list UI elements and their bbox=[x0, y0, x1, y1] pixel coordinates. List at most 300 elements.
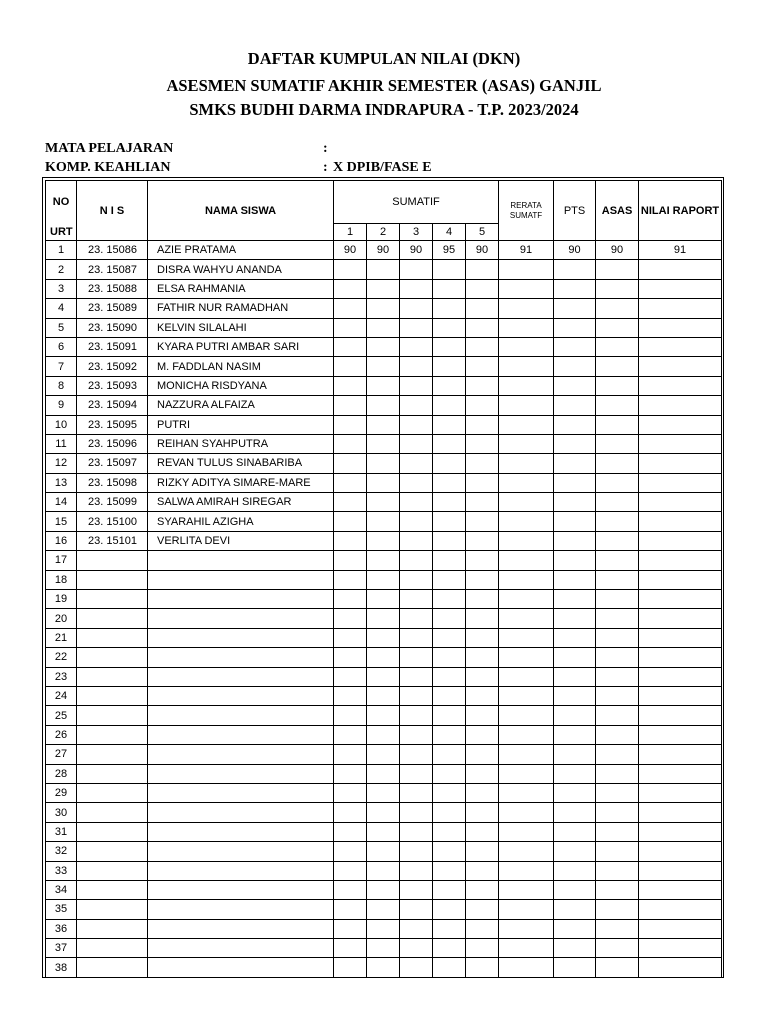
row-pts bbox=[554, 551, 596, 570]
row-nilai-raport bbox=[639, 299, 722, 318]
row-number: 33 bbox=[46, 861, 77, 880]
row-sumatif-4 bbox=[433, 531, 466, 550]
row-nis bbox=[77, 919, 148, 938]
row-sumatif-4 bbox=[433, 415, 466, 434]
row-sumatif-3 bbox=[400, 376, 433, 395]
row-nilai-raport bbox=[639, 493, 722, 512]
row-asas bbox=[596, 570, 639, 589]
row-number: 16 bbox=[46, 531, 77, 550]
row-sumatif-5 bbox=[466, 706, 499, 725]
row-sumatif-5 bbox=[466, 783, 499, 802]
table-row bbox=[46, 861, 722, 880]
row-sumatif-4 bbox=[433, 512, 466, 531]
row-sumatif-4 bbox=[433, 318, 466, 337]
row-sumatif-1 bbox=[334, 357, 367, 376]
row-rerata bbox=[499, 512, 554, 531]
row-pts bbox=[554, 822, 596, 841]
row-sumatif-5 bbox=[466, 880, 499, 899]
row-sumatif-2 bbox=[367, 570, 400, 589]
row-asas bbox=[596, 939, 639, 958]
row-asas bbox=[596, 551, 639, 570]
row-sumatif-3 bbox=[400, 357, 433, 376]
row-sumatif-3 bbox=[400, 454, 433, 473]
row-student-name bbox=[148, 958, 334, 977]
row-nis: 23. 15087 bbox=[77, 260, 148, 279]
row-nis: 23. 15086 bbox=[77, 241, 148, 260]
row-pts bbox=[554, 376, 596, 395]
row-sumatif-3 bbox=[400, 299, 433, 318]
row-sumatif-1 bbox=[334, 415, 367, 434]
row-sumatif-3 bbox=[400, 318, 433, 337]
row-sumatif-2 bbox=[367, 764, 400, 783]
row-nis bbox=[77, 842, 148, 861]
row-sumatif-5 bbox=[466, 725, 499, 744]
row-number: 5 bbox=[46, 318, 77, 337]
row-nilai-raport bbox=[639, 415, 722, 434]
row-pts bbox=[554, 357, 596, 376]
row-pts bbox=[554, 842, 596, 861]
row-asas bbox=[596, 454, 639, 473]
table-row bbox=[46, 880, 722, 899]
row-sumatif-5 bbox=[466, 648, 499, 667]
row-nilai-raport bbox=[639, 376, 722, 395]
header-nis: N I S bbox=[77, 181, 148, 241]
row-sumatif-3 bbox=[400, 919, 433, 938]
row-sumatif-4 bbox=[433, 299, 466, 318]
header-sumatif-4: 4 bbox=[433, 224, 466, 241]
row-sumatif-3 bbox=[400, 512, 433, 531]
row-student-name: KYARA PUTRI AMBAR SARI bbox=[148, 337, 334, 356]
row-asas bbox=[596, 783, 639, 802]
row-asas bbox=[596, 861, 639, 880]
row-student-name bbox=[148, 667, 334, 686]
table-body bbox=[46, 241, 722, 978]
row-nilai-raport bbox=[639, 725, 722, 744]
row-sumatif-1 bbox=[334, 958, 367, 977]
row-pts bbox=[554, 919, 596, 938]
row-sumatif-1 bbox=[334, 745, 367, 764]
row-nis: 23. 15101 bbox=[77, 531, 148, 550]
row-sumatif-1 bbox=[334, 590, 367, 609]
row-sumatif-1 bbox=[334, 842, 367, 861]
row-sumatif-2 bbox=[367, 376, 400, 395]
row-rerata bbox=[499, 939, 554, 958]
row-student-name bbox=[148, 861, 334, 880]
row-rerata bbox=[499, 260, 554, 279]
header-sumatif-5: 5 bbox=[466, 224, 499, 241]
row-student-name bbox=[148, 706, 334, 725]
row-rerata bbox=[499, 667, 554, 686]
row-sumatif-1 bbox=[334, 725, 367, 744]
table-row bbox=[46, 260, 722, 279]
row-sumatif-2 bbox=[367, 745, 400, 764]
row-asas bbox=[596, 260, 639, 279]
row-nis bbox=[77, 628, 148, 647]
row-number: 18 bbox=[46, 570, 77, 589]
row-number: 10 bbox=[46, 415, 77, 434]
document-subtitle: ASESMEN SUMATIF AKHIR SEMESTER (ASAS) GANJIL bbox=[166, 76, 602, 95]
row-sumatif-5 bbox=[466, 667, 499, 686]
row-asas bbox=[596, 919, 639, 938]
row-student-name: SYARAHIL AZIGHA bbox=[148, 512, 334, 531]
row-nilai-raport bbox=[639, 919, 722, 938]
row-student-name bbox=[148, 648, 334, 667]
row-asas bbox=[596, 512, 639, 531]
row-nis bbox=[77, 861, 148, 880]
row-sumatif-4 bbox=[433, 337, 466, 356]
row-nilai-raport: 91 bbox=[639, 241, 722, 260]
row-sumatif-3 bbox=[400, 570, 433, 589]
row-pts bbox=[554, 861, 596, 880]
row-pts bbox=[554, 900, 596, 919]
row-sumatif-2 bbox=[367, 512, 400, 531]
row-number: 21 bbox=[46, 628, 77, 647]
row-asas bbox=[596, 667, 639, 686]
row-sumatif-5 bbox=[466, 686, 499, 705]
row-student-name: REVAN TULUS SINABARIBA bbox=[148, 454, 334, 473]
row-sumatif-2 bbox=[367, 900, 400, 919]
row-number: 37 bbox=[46, 939, 77, 958]
row-pts bbox=[554, 512, 596, 531]
row-student-name: REIHAN SYAHPUTRA bbox=[148, 434, 334, 453]
row-number: 25 bbox=[46, 706, 77, 725]
row-nilai-raport bbox=[639, 648, 722, 667]
row-sumatif-4 bbox=[433, 493, 466, 512]
row-pts bbox=[554, 958, 596, 977]
row-nilai-raport bbox=[639, 531, 722, 550]
row-sumatif-4 bbox=[433, 357, 466, 376]
row-number: 13 bbox=[46, 473, 77, 492]
row-nilai-raport bbox=[639, 551, 722, 570]
row-sumatif-4 bbox=[433, 667, 466, 686]
row-student-name bbox=[148, 686, 334, 705]
row-sumatif-2 bbox=[367, 337, 400, 356]
row-asas bbox=[596, 822, 639, 841]
row-sumatif-4 bbox=[433, 434, 466, 453]
row-asas bbox=[596, 842, 639, 861]
row-rerata bbox=[499, 919, 554, 938]
row-asas bbox=[596, 706, 639, 725]
row-sumatif-4 bbox=[433, 919, 466, 938]
row-sumatif-5 bbox=[466, 822, 499, 841]
row-asas bbox=[596, 318, 639, 337]
row-student-name bbox=[148, 609, 334, 628]
row-number: 22 bbox=[46, 648, 77, 667]
row-number: 23 bbox=[46, 667, 77, 686]
row-asas bbox=[596, 473, 639, 492]
row-pts bbox=[554, 648, 596, 667]
row-nilai-raport bbox=[639, 473, 722, 492]
row-nis: 23. 15091 bbox=[77, 337, 148, 356]
row-nis bbox=[77, 590, 148, 609]
row-asas bbox=[596, 686, 639, 705]
row-nis bbox=[77, 803, 148, 822]
header-sumatif: SUMATIF bbox=[334, 181, 499, 224]
row-sumatif-4 bbox=[433, 551, 466, 570]
row-rerata bbox=[499, 337, 554, 356]
row-student-name: FATHIR NUR RAMADHAN bbox=[148, 299, 334, 318]
row-nis bbox=[77, 570, 148, 589]
row-sumatif-1 bbox=[334, 570, 367, 589]
row-sumatif-1 bbox=[334, 900, 367, 919]
row-nilai-raport bbox=[639, 764, 722, 783]
row-sumatif-3 bbox=[400, 434, 433, 453]
row-rerata bbox=[499, 570, 554, 589]
row-student-name: KELVIN SILALAHI bbox=[148, 318, 334, 337]
row-nilai-raport bbox=[639, 357, 722, 376]
row-asas bbox=[596, 531, 639, 550]
table-row bbox=[46, 570, 722, 589]
table-row bbox=[46, 900, 722, 919]
row-nis: 23. 15093 bbox=[77, 376, 148, 395]
row-sumatif-3: 90 bbox=[400, 241, 433, 260]
row-pts bbox=[554, 609, 596, 628]
row-sumatif-1 bbox=[334, 803, 367, 822]
row-sumatif-4 bbox=[433, 958, 466, 977]
row-sumatif-5 bbox=[466, 803, 499, 822]
row-sumatif-1 bbox=[334, 299, 367, 318]
row-sumatif-5 bbox=[466, 376, 499, 395]
row-rerata bbox=[499, 803, 554, 822]
row-pts bbox=[554, 299, 596, 318]
row-sumatif-1 bbox=[334, 648, 367, 667]
row-sumatif-3 bbox=[400, 822, 433, 841]
row-nilai-raport bbox=[639, 939, 722, 958]
row-asas bbox=[596, 357, 639, 376]
row-student-name bbox=[148, 939, 334, 958]
row-student-name bbox=[148, 919, 334, 938]
table-row bbox=[46, 531, 722, 550]
table-row bbox=[46, 551, 722, 570]
row-number: 4 bbox=[46, 299, 77, 318]
row-asas bbox=[596, 958, 639, 977]
row-student-name bbox=[148, 725, 334, 744]
header-row-top bbox=[46, 181, 722, 224]
row-nilai-raport bbox=[639, 842, 722, 861]
row-sumatif-5 bbox=[466, 764, 499, 783]
row-sumatif-2 bbox=[367, 706, 400, 725]
row-sumatif-5 bbox=[466, 900, 499, 919]
row-nilai-raport bbox=[639, 958, 722, 977]
row-nis: 23. 15094 bbox=[77, 396, 148, 415]
row-rerata bbox=[499, 725, 554, 744]
row-rerata bbox=[499, 396, 554, 415]
row-student-name bbox=[148, 745, 334, 764]
row-rerata bbox=[499, 299, 554, 318]
row-rerata bbox=[499, 706, 554, 725]
row-asas: 90 bbox=[596, 241, 639, 260]
row-nilai-raport bbox=[639, 861, 722, 880]
row-nis: 23. 15088 bbox=[77, 279, 148, 298]
row-sumatif-4 bbox=[433, 745, 466, 764]
row-rerata bbox=[499, 434, 554, 453]
row-sumatif-5 bbox=[466, 842, 499, 861]
row-number: 28 bbox=[46, 764, 77, 783]
row-number: 15 bbox=[46, 512, 77, 531]
row-sumatif-2 bbox=[367, 531, 400, 550]
row-sumatif-1 bbox=[334, 609, 367, 628]
row-sumatif-4 bbox=[433, 454, 466, 473]
row-rerata bbox=[499, 822, 554, 841]
row-nis bbox=[77, 822, 148, 841]
row-student-name bbox=[148, 764, 334, 783]
table-row bbox=[46, 783, 722, 802]
row-student-name bbox=[148, 570, 334, 589]
row-sumatif-2 bbox=[367, 396, 400, 415]
table-row bbox=[46, 764, 722, 783]
table-row bbox=[46, 939, 722, 958]
row-rerata bbox=[499, 842, 554, 861]
row-pts bbox=[554, 706, 596, 725]
row-rerata bbox=[499, 880, 554, 899]
row-number: 6 bbox=[46, 337, 77, 356]
row-nis: 23. 15090 bbox=[77, 318, 148, 337]
row-number: 2 bbox=[46, 260, 77, 279]
row-sumatif-5 bbox=[466, 454, 499, 473]
table-row bbox=[46, 609, 722, 628]
row-sumatif-1 bbox=[334, 822, 367, 841]
table-row bbox=[46, 299, 722, 318]
row-nilai-raport bbox=[639, 318, 722, 337]
row-sumatif-2 bbox=[367, 861, 400, 880]
row-student-name: RIZKY ADITYA SIMARE-MARE bbox=[148, 473, 334, 492]
row-student-name bbox=[148, 900, 334, 919]
row-student-name bbox=[148, 803, 334, 822]
row-number: 17 bbox=[46, 551, 77, 570]
row-sumatif-3 bbox=[400, 493, 433, 512]
row-asas bbox=[596, 628, 639, 647]
row-student-name bbox=[148, 628, 334, 647]
row-sumatif-3 bbox=[400, 279, 433, 298]
row-rerata bbox=[499, 745, 554, 764]
row-number: 27 bbox=[46, 745, 77, 764]
row-sumatif-5 bbox=[466, 551, 499, 570]
row-sumatif-3 bbox=[400, 958, 433, 977]
subject-label: MATA PELAJARAN bbox=[45, 141, 174, 156]
row-nilai-raport bbox=[639, 609, 722, 628]
row-asas bbox=[596, 415, 639, 434]
row-sumatif-2: 90 bbox=[367, 241, 400, 260]
row-sumatif-1 bbox=[334, 260, 367, 279]
table-row bbox=[46, 706, 722, 725]
row-nis: 23. 15100 bbox=[77, 512, 148, 531]
row-sumatif-2 bbox=[367, 880, 400, 899]
row-nis: 23. 15096 bbox=[77, 434, 148, 453]
row-nis: 23. 15097 bbox=[77, 454, 148, 473]
table-row bbox=[46, 473, 722, 492]
row-sumatif-4 bbox=[433, 648, 466, 667]
row-number: 35 bbox=[46, 900, 77, 919]
row-sumatif-2 bbox=[367, 628, 400, 647]
row-sumatif-2 bbox=[367, 939, 400, 958]
row-pts bbox=[554, 725, 596, 744]
row-sumatif-1 bbox=[334, 473, 367, 492]
row-pts bbox=[554, 570, 596, 589]
row-asas bbox=[596, 725, 639, 744]
row-sumatif-1 bbox=[334, 512, 367, 531]
row-student-name bbox=[148, 822, 334, 841]
row-student-name: NAZZURA ALFAIZA bbox=[148, 396, 334, 415]
school-and-year: SMKS BUDHI DARMA INDRAPURA - T.P. 2023/2024 bbox=[189, 100, 579, 119]
row-rerata bbox=[499, 958, 554, 977]
row-student-name bbox=[148, 880, 334, 899]
subject-colon: : bbox=[323, 141, 328, 156]
row-pts bbox=[554, 434, 596, 453]
row-sumatif-3 bbox=[400, 531, 433, 550]
row-sumatif-1 bbox=[334, 454, 367, 473]
row-number: 32 bbox=[46, 842, 77, 861]
row-sumatif-1: 90 bbox=[334, 241, 367, 260]
row-sumatif-1 bbox=[334, 493, 367, 512]
table-row bbox=[46, 822, 722, 841]
competency-colon: : bbox=[323, 160, 328, 175]
row-nilai-raport bbox=[639, 512, 722, 531]
row-asas bbox=[596, 396, 639, 415]
row-sumatif-2 bbox=[367, 958, 400, 977]
row-student-name: VERLITA DEVI bbox=[148, 531, 334, 550]
table-row bbox=[46, 415, 722, 434]
header-urt: URT bbox=[46, 224, 77, 241]
row-sumatif-5 bbox=[466, 299, 499, 318]
row-sumatif-1 bbox=[334, 551, 367, 570]
row-sumatif-3 bbox=[400, 880, 433, 899]
row-nis bbox=[77, 880, 148, 899]
row-sumatif-4 bbox=[433, 939, 466, 958]
row-sumatif-3 bbox=[400, 648, 433, 667]
row-asas bbox=[596, 900, 639, 919]
row-sumatif-4: 95 bbox=[433, 241, 466, 260]
row-sumatif-2 bbox=[367, 473, 400, 492]
row-number: 11 bbox=[46, 434, 77, 453]
row-sumatif-3 bbox=[400, 861, 433, 880]
row-pts bbox=[554, 531, 596, 550]
row-pts bbox=[554, 783, 596, 802]
header-sumatif-3: 3 bbox=[400, 224, 433, 241]
row-rerata bbox=[499, 609, 554, 628]
row-sumatif-3 bbox=[400, 609, 433, 628]
row-sumatif-1 bbox=[334, 628, 367, 647]
row-nilai-raport bbox=[639, 396, 722, 415]
row-number: 19 bbox=[46, 590, 77, 609]
row-number: 9 bbox=[46, 396, 77, 415]
row-sumatif-3 bbox=[400, 745, 433, 764]
table-row bbox=[46, 318, 722, 337]
row-pts bbox=[554, 454, 596, 473]
row-number: 36 bbox=[46, 919, 77, 938]
table-row bbox=[46, 745, 722, 764]
row-sumatif-1 bbox=[334, 686, 367, 705]
row-sumatif-3 bbox=[400, 900, 433, 919]
row-nilai-raport bbox=[639, 570, 722, 589]
table-row bbox=[46, 512, 722, 531]
row-sumatif-2 bbox=[367, 260, 400, 279]
row-number: 8 bbox=[46, 376, 77, 395]
row-rerata bbox=[499, 415, 554, 434]
table-row bbox=[46, 241, 722, 260]
row-nilai-raport bbox=[639, 337, 722, 356]
table-row bbox=[46, 376, 722, 395]
row-nilai-raport bbox=[639, 454, 722, 473]
row-sumatif-2 bbox=[367, 434, 400, 453]
row-sumatif-5 bbox=[466, 531, 499, 550]
row-pts bbox=[554, 396, 596, 415]
row-rerata bbox=[499, 686, 554, 705]
table-row bbox=[46, 648, 722, 667]
row-sumatif-5 bbox=[466, 434, 499, 453]
table-row bbox=[46, 396, 722, 415]
row-asas bbox=[596, 745, 639, 764]
row-sumatif-4 bbox=[433, 725, 466, 744]
